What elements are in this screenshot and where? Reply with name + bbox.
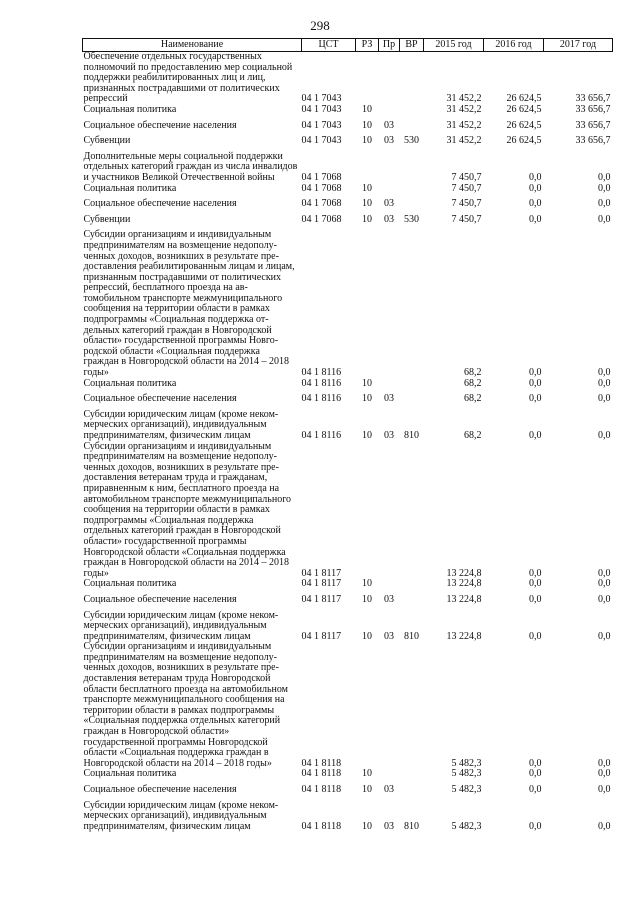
budget-table: [82, 38, 613, 832]
row-value-2015: 31 452,2: [446, 119, 482, 131]
row-pr: 03: [384, 198, 394, 210]
row-cst: 04 1 7068: [301, 182, 342, 194]
row-rz: [356, 230, 379, 378]
row-value-2017: 0,0: [598, 393, 611, 405]
row-value-2015: 68,2: [464, 393, 482, 405]
row-rz: [356, 152, 379, 184]
row-value-2017: 0,0: [598, 213, 611, 225]
row-value-2015: 68,2: [464, 367, 482, 379]
row-value-2017: 0,0: [598, 578, 611, 590]
row-value-2017: 0,0: [598, 820, 611, 832]
table-row: [83, 121, 613, 137]
row-vr: [400, 394, 424, 410]
table-row: [83, 394, 613, 410]
row-pr: [379, 769, 400, 785]
row-value-2016: 0,0: [529, 182, 542, 194]
table-row: [83, 199, 613, 215]
row-vr: 810: [404, 630, 419, 642]
row-cst: 04 1 8118: [301, 784, 342, 795]
row-pr: 03: [384, 213, 394, 225]
row-name: Субсидии организациям и индивидуальным предпринимателям на возмещение недополученных доходов, возникших в результате предоставления ветеранам труда Новгородской области бесплатного проезда на автомобильном транспорте межмуниципального сообщения на территории области в рамках подпрограммы «Социальная поддержка отдельных категорий граждан в Новгородской области» государственной программы Новгородской области «Социальная поддержка граждан в Новгородской области на 2014 – 2018 годы»: [83, 641, 288, 769]
row-value-2016: 26 624,5: [506, 135, 542, 147]
table-body: [83, 52, 613, 833]
row-value-2016: 0,0: [529, 630, 542, 642]
row-name: Субвенции: [83, 135, 131, 147]
row-rz: 10: [362, 768, 372, 780]
table-row: [83, 215, 613, 231]
row-value-2015: 31 452,2: [446, 135, 482, 147]
row-value-2017: 0,0: [598, 198, 611, 210]
row-value-2015: 13 224,8: [446, 567, 482, 579]
row-vr: 810: [404, 820, 419, 832]
row-value-2016: 26 624,5: [506, 103, 542, 115]
row-value-2015: 7 450,7: [451, 198, 482, 210]
row-pr: [379, 642, 400, 769]
row-value-2015: 13 224,8: [446, 630, 482, 642]
row-rz: 10: [362, 135, 372, 147]
row-vr: [400, 785, 424, 801]
row-value-2015: 5 482,3: [451, 784, 482, 795]
row-cst: 04 1 8117: [301, 593, 342, 605]
row-name: Дополнительные меры социальной поддержки отдельных категорий граждан из числа инвалидов и участников Великой Отечественной войны: [83, 150, 298, 183]
row-name: Социальная политика: [83, 377, 177, 389]
row-vr: 530: [404, 213, 419, 225]
row-name: Социальная политика: [83, 768, 177, 780]
row-value-2015: 5 482,3: [451, 820, 482, 832]
row-cst: 04 1 8116: [301, 430, 342, 441]
row-name: Социальное обеспечение населения: [83, 393, 237, 405]
row-value-2016: 0,0: [529, 567, 542, 579]
table-row: [83, 579, 613, 595]
row-value-2015: 68,2: [464, 430, 482, 441]
row-value-2017: 0,0: [598, 430, 611, 441]
table-row: [83, 52, 613, 105]
row-value-2017: 0,0: [598, 630, 611, 642]
row-value-2015: 7 450,7: [451, 171, 482, 183]
row-value-2017: 33 656,7: [575, 135, 611, 147]
row-pr: [379, 105, 400, 121]
row-value-2017: 33 656,7: [575, 93, 611, 105]
table-row: [83, 642, 613, 769]
row-rz: 10: [362, 103, 372, 115]
row-name: Социальная политика: [83, 103, 177, 115]
row-pr: [379, 579, 400, 595]
row-rz: 10: [362, 784, 372, 795]
header-2017: 2017 год: [544, 39, 613, 52]
row-value-2015: 31 452,2: [446, 103, 482, 115]
row-cst: 04 1 8116: [301, 367, 342, 379]
row-cst: 04 1 7043: [301, 93, 342, 105]
table-row: [83, 595, 613, 611]
row-value-2015: 31 452,2: [446, 93, 482, 105]
table-row: [83, 785, 613, 801]
row-value-2017: 0,0: [598, 182, 611, 194]
row-value-2016: 26 624,5: [506, 93, 542, 105]
row-rz: 10: [362, 393, 372, 405]
row-pr: 03: [384, 135, 394, 147]
row-vr: [400, 595, 424, 611]
row-name: Субсидии юридическим лицам (кроме некоммерческих организаций), индивидуальным предпринимателям, физическим лицам: [83, 408, 279, 441]
header-pr: Пр: [379, 39, 400, 52]
row-rz: 10: [362, 593, 372, 605]
header-2015: 2015 год: [424, 39, 484, 52]
table-row: [83, 442, 613, 580]
row-pr: 03: [384, 630, 394, 642]
row-value-2016: 0,0: [529, 578, 542, 590]
row-cst: 04 1 8118: [301, 768, 342, 780]
row-pr: [379, 442, 400, 580]
table-row: [83, 769, 613, 785]
row-value-2016: 0,0: [529, 757, 542, 769]
row-vr: [400, 379, 424, 395]
row-name: Обеспечение отдельных государственных полномочий по предоставлению мер социальной поддержки реабилитированных лиц и лиц, признанных пострадавшими от политических репрессий: [83, 51, 293, 105]
row-value-2015: 13 224,8: [446, 578, 482, 590]
row-vr: [400, 642, 424, 769]
row-name: Социальное обеспечение населения: [83, 119, 237, 131]
header-rz: РЗ: [356, 39, 379, 52]
row-value-2016: 0,0: [529, 213, 542, 225]
row-cst: 04 1 8118: [301, 820, 342, 832]
row-vr: [400, 199, 424, 215]
row-vr: 810: [404, 430, 419, 441]
row-vr: [400, 105, 424, 121]
row-cst: 04 1 7068: [301, 171, 342, 183]
row-pr: 03: [384, 820, 394, 832]
table-row: [83, 801, 613, 833]
row-name: Социальная политика: [83, 182, 177, 194]
row-pr: [379, 52, 400, 105]
row-vr: [400, 52, 424, 105]
row-pr: 03: [384, 430, 394, 441]
row-value-2017: 0,0: [598, 377, 611, 389]
table-row: [83, 410, 613, 442]
row-rz: [356, 642, 379, 769]
row-rz: [356, 442, 379, 580]
row-name: Субсидии юридическим лицам (кроме некоммерческих организаций), индивидуальным предпринимателям, физическим лицам: [83, 609, 279, 642]
row-rz: 10: [362, 213, 372, 225]
row-name: Социальное обеспечение населения: [83, 593, 237, 605]
row-rz: 10: [362, 119, 372, 131]
row-vr: [400, 230, 424, 378]
header-2016: 2016 год: [484, 39, 544, 52]
row-value-2016: 0,0: [529, 430, 542, 441]
row-value-2016: 0,0: [529, 784, 542, 795]
header-name: Наименование: [83, 39, 302, 52]
table-header-row: [83, 39, 613, 52]
row-rz: 10: [362, 182, 372, 194]
row-value-2015: 5 482,3: [451, 768, 482, 780]
row-name: Социальное обеспечение населения: [83, 784, 237, 795]
row-cst: 04 1 8118: [301, 757, 342, 769]
row-rz: 10: [362, 578, 372, 590]
row-cst: 04 1 7043: [301, 135, 342, 147]
row-value-2016: 0,0: [529, 593, 542, 605]
row-rz: 10: [362, 377, 372, 389]
row-pr: [379, 152, 400, 184]
row-pr: 03: [384, 784, 394, 795]
row-name: Субвенции: [83, 213, 131, 225]
table-row: [83, 105, 613, 121]
row-vr: [400, 442, 424, 580]
row-value-2017: 0,0: [598, 768, 611, 780]
row-rz: 10: [362, 198, 372, 210]
row-cst: 04 1 7068: [301, 198, 342, 210]
header-vr: ВР: [400, 39, 424, 52]
row-pr: [379, 184, 400, 200]
row-vr: [400, 769, 424, 785]
row-rz: [356, 52, 379, 105]
row-rz: 10: [362, 820, 372, 832]
row-value-2017: 0,0: [598, 367, 611, 379]
row-pr: 03: [384, 119, 394, 131]
table-row: [83, 379, 613, 395]
row-cst: 04 1 7043: [301, 119, 342, 131]
row-pr: [379, 379, 400, 395]
row-cst: 04 1 8117: [301, 578, 342, 590]
row-value-2017: 33 656,7: [575, 103, 611, 115]
row-value-2017: 33 656,7: [575, 119, 611, 131]
row-vr: 530: [404, 135, 419, 147]
row-vr: [400, 121, 424, 137]
row-pr: 03: [384, 393, 394, 405]
row-value-2017: 0,0: [598, 757, 611, 769]
table-row: [83, 230, 613, 378]
row-cst: 04 1 8117: [301, 630, 342, 642]
row-cst: 04 1 8116: [301, 393, 342, 405]
table-row: [83, 611, 613, 643]
row-name: Субсидии организациям и индивидуальным предпринимателям на возмещение недополученных доходов, возникших в результате предоставления реабилитированным лицам и лицам, признанным пострадавшими от политических репрессий, бесплатного проезда на автомобильном транспорте межмуниципального сообщения на территории области в рамках подпрограммы «Социальная поддержка отдельных категорий граждан в Новгородской области» государственной программы Новгородской области «Социальная поддержка граждан в Новгородской области на 2014 – 2018 годы»: [83, 229, 295, 379]
row-value-2017: 0,0: [598, 784, 611, 795]
row-value-2016: 0,0: [529, 393, 542, 405]
row-value-2017: 0,0: [598, 593, 611, 605]
row-value-2016: 0,0: [529, 367, 542, 379]
row-value-2016: 0,0: [529, 768, 542, 780]
row-value-2016: 0,0: [529, 171, 542, 183]
row-value-2016: 0,0: [529, 377, 542, 389]
row-pr: [379, 230, 400, 378]
row-value-2015: 13 224,8: [446, 593, 482, 605]
row-value-2015: 7 450,7: [451, 213, 482, 225]
row-vr: [400, 152, 424, 184]
row-name: Субсидии юридическим лицам (кроме некоммерческих организаций), индивидуальным предпринимателям, физическим лицам: [83, 799, 279, 832]
row-vr: [400, 579, 424, 595]
row-cst: 04 1 7043: [301, 103, 342, 115]
row-name: Социальная политика: [83, 578, 177, 590]
row-pr: 03: [384, 593, 394, 605]
row-name: Субсидии организациям и индивидуальным предпринимателям на возмещение недополученных доходов, возникших в результате предоставления ветеранам труда и гражданам, приравненным к ним, бесплатного проезда на автомобильном транспорте межмуниципального сообщения на территории области в рамках подпрограммы «Социальная поддержка отдельных категорий граждан в Новгородской области» государственной программы Новгородской области «Социальная поддержка граждан в Новгородской области на 2014 – 2018 годы»: [83, 440, 292, 579]
header-cst: ЦСТ: [302, 39, 356, 52]
row-value-2016: 26 624,5: [506, 119, 542, 131]
row-value-2015: 68,2: [464, 377, 482, 389]
row-value-2017: 0,0: [598, 567, 611, 579]
row-vr: [400, 184, 424, 200]
row-cst: 04 1 8117: [301, 567, 342, 579]
row-value-2017: 0,0: [598, 171, 611, 183]
row-value-2015: 5 482,3: [451, 757, 482, 769]
table-row: [83, 152, 613, 184]
row-cst: 04 1 7068: [301, 213, 342, 225]
row-cst: 04 1 8116: [301, 377, 342, 389]
row-value-2016: 0,0: [529, 820, 542, 832]
row-rz: 10: [362, 630, 372, 642]
row-value-2015: 7 450,7: [451, 182, 482, 194]
row-value-2016: 0,0: [529, 198, 542, 210]
row-name: Социальное обеспечение населения: [83, 198, 237, 210]
row-rz: 10: [362, 430, 372, 441]
page-number: 298: [310, 18, 330, 33]
table-row: [83, 136, 613, 152]
table-row: [83, 184, 613, 200]
